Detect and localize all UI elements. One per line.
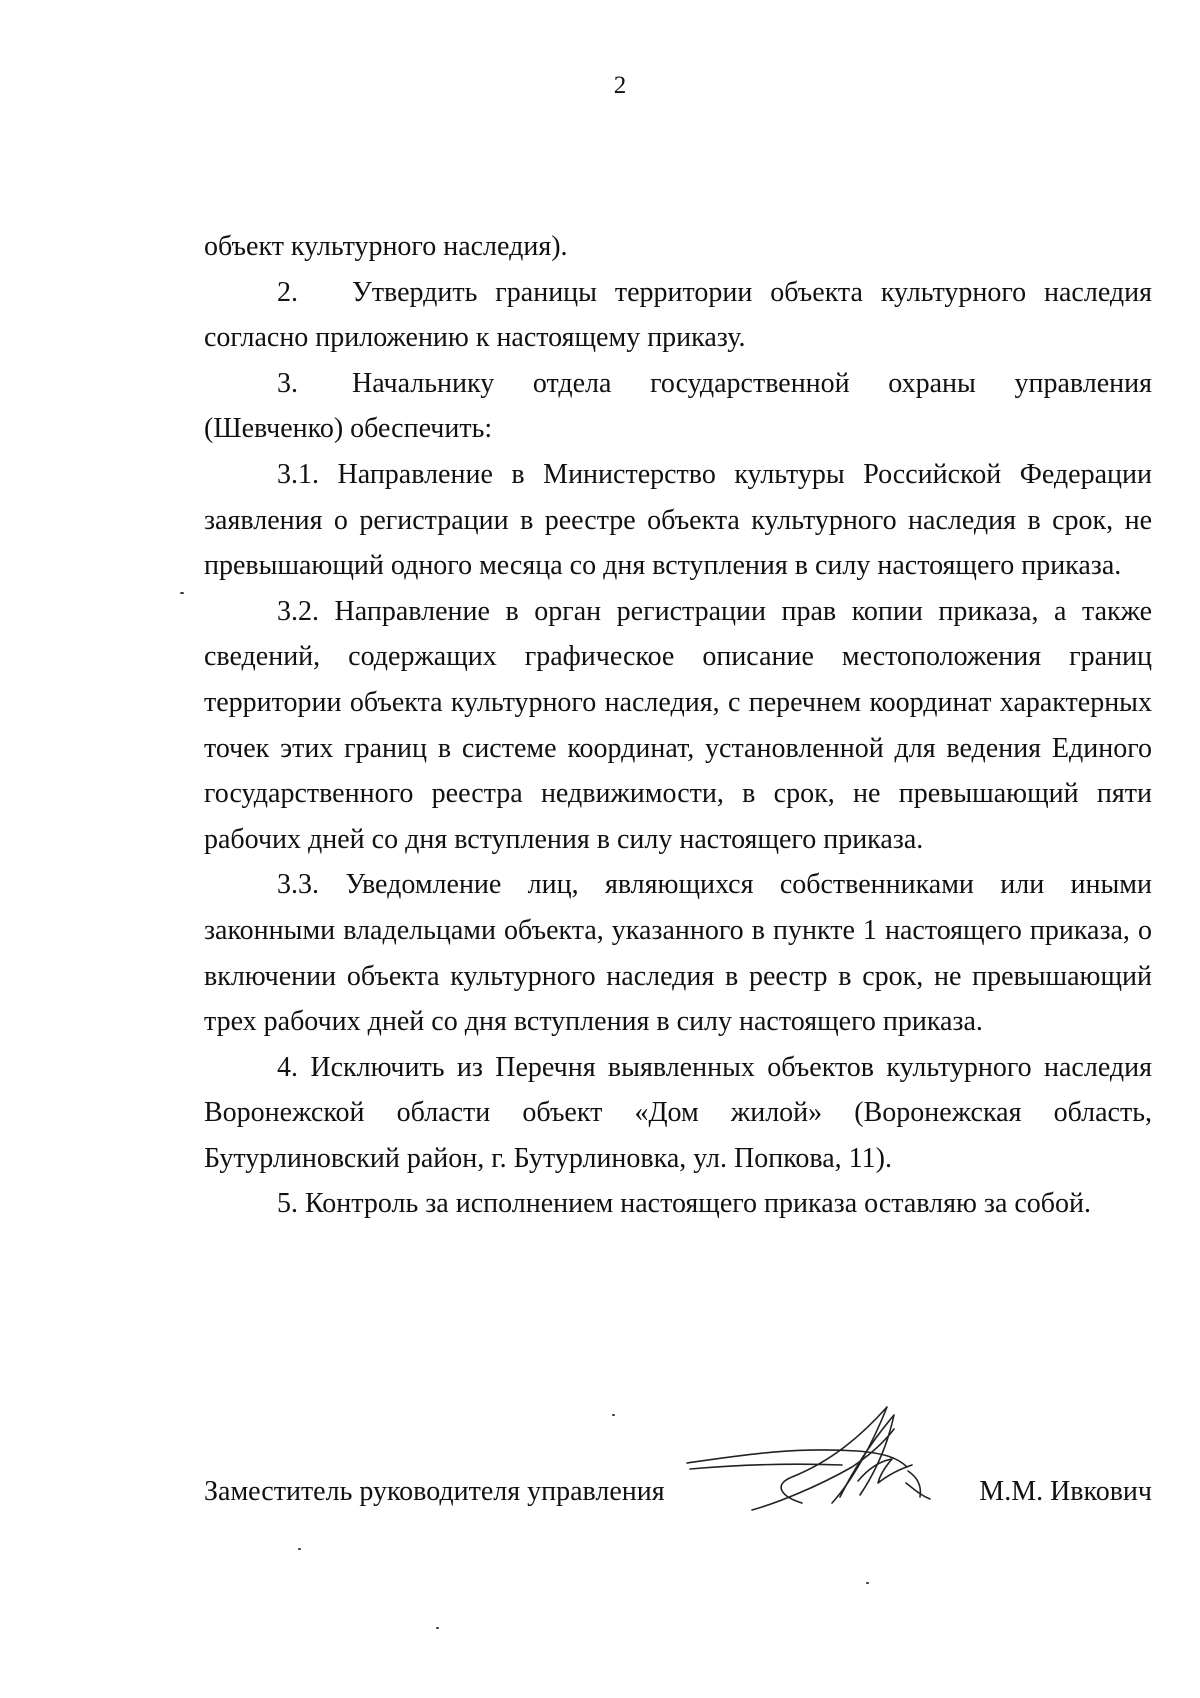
scan-speck [298, 1548, 301, 1550]
signatory-name: М.М. Ивкович [979, 1476, 1152, 1507]
item-text: Начальнику отдела государственной охраны управления (Шевченко) обеспечить: [204, 367, 1152, 445]
signatory-role: Заместитель руководителя управления [204, 1476, 665, 1507]
paragraph-item-2 [204, 270, 1152, 361]
scan-speck [866, 1582, 869, 1584]
paragraph-continuation: объект культурного наследия). [204, 231, 568, 262]
item-number: 3. [277, 367, 298, 399]
paragraph-item-3-2: 3.2. Направление в орган регистрации прав копии приказа, а также сведений, содержащих графическое описание местоположения границ территории объекта культурного наследия, с перечнем координат характерных точек этих границ в системе координат, установленной для ведения Единого государственного реестра недвижимости, в срок, не превышающий пяти рабочих дней со дня вступления в силу настоящего приказа. [204, 595, 1152, 855]
item-text: Утвердить границы территории объекта культурного наследия согласно приложению к настоящему приказу. [204, 276, 1152, 354]
signature-block [204, 1476, 1152, 1536]
document-body [204, 224, 1152, 1227]
scan-speck [436, 1627, 439, 1629]
scan-speck [612, 1414, 615, 1416]
paragraph-item-4: 4. Исключить из Перечня выявленных объектов культурного наследия Воронежской области объект «Дом жилой» (Воронежская область, Бутурлиновский район, г. Бутурлиновка, ул. Попкова, 11). [204, 1051, 1152, 1174]
paragraph-item-3-3: 3.3. Уведомление лиц, являющихся собственниками или иными законными владельцами объекта, указанного в пункте 1 настоящего приказа, о включении объекта культурного наследия в реестр в срок, не превышающий трех рабочих дней со дня вступления в силу настоящего приказа. [204, 869, 1152, 1038]
paragraph-item-3 [204, 361, 1152, 452]
scan-speck [180, 592, 184, 594]
item-number: 2. [277, 276, 298, 308]
handwritten-signature [682, 1385, 952, 1535]
paragraph-item-3-1: 3.1. Направление в Министерство культуры Российской Федерации заявления о регистрации в реестре объекта культурного наследия в срок, не превышающий одного месяца со дня вступления в силу настоящего приказа. [204, 458, 1152, 582]
page-number: 2 [613, 72, 627, 99]
paragraph-item-5: 5. Контроль за исполнением настоящего приказа оставляю за собой. [277, 1188, 1092, 1220]
